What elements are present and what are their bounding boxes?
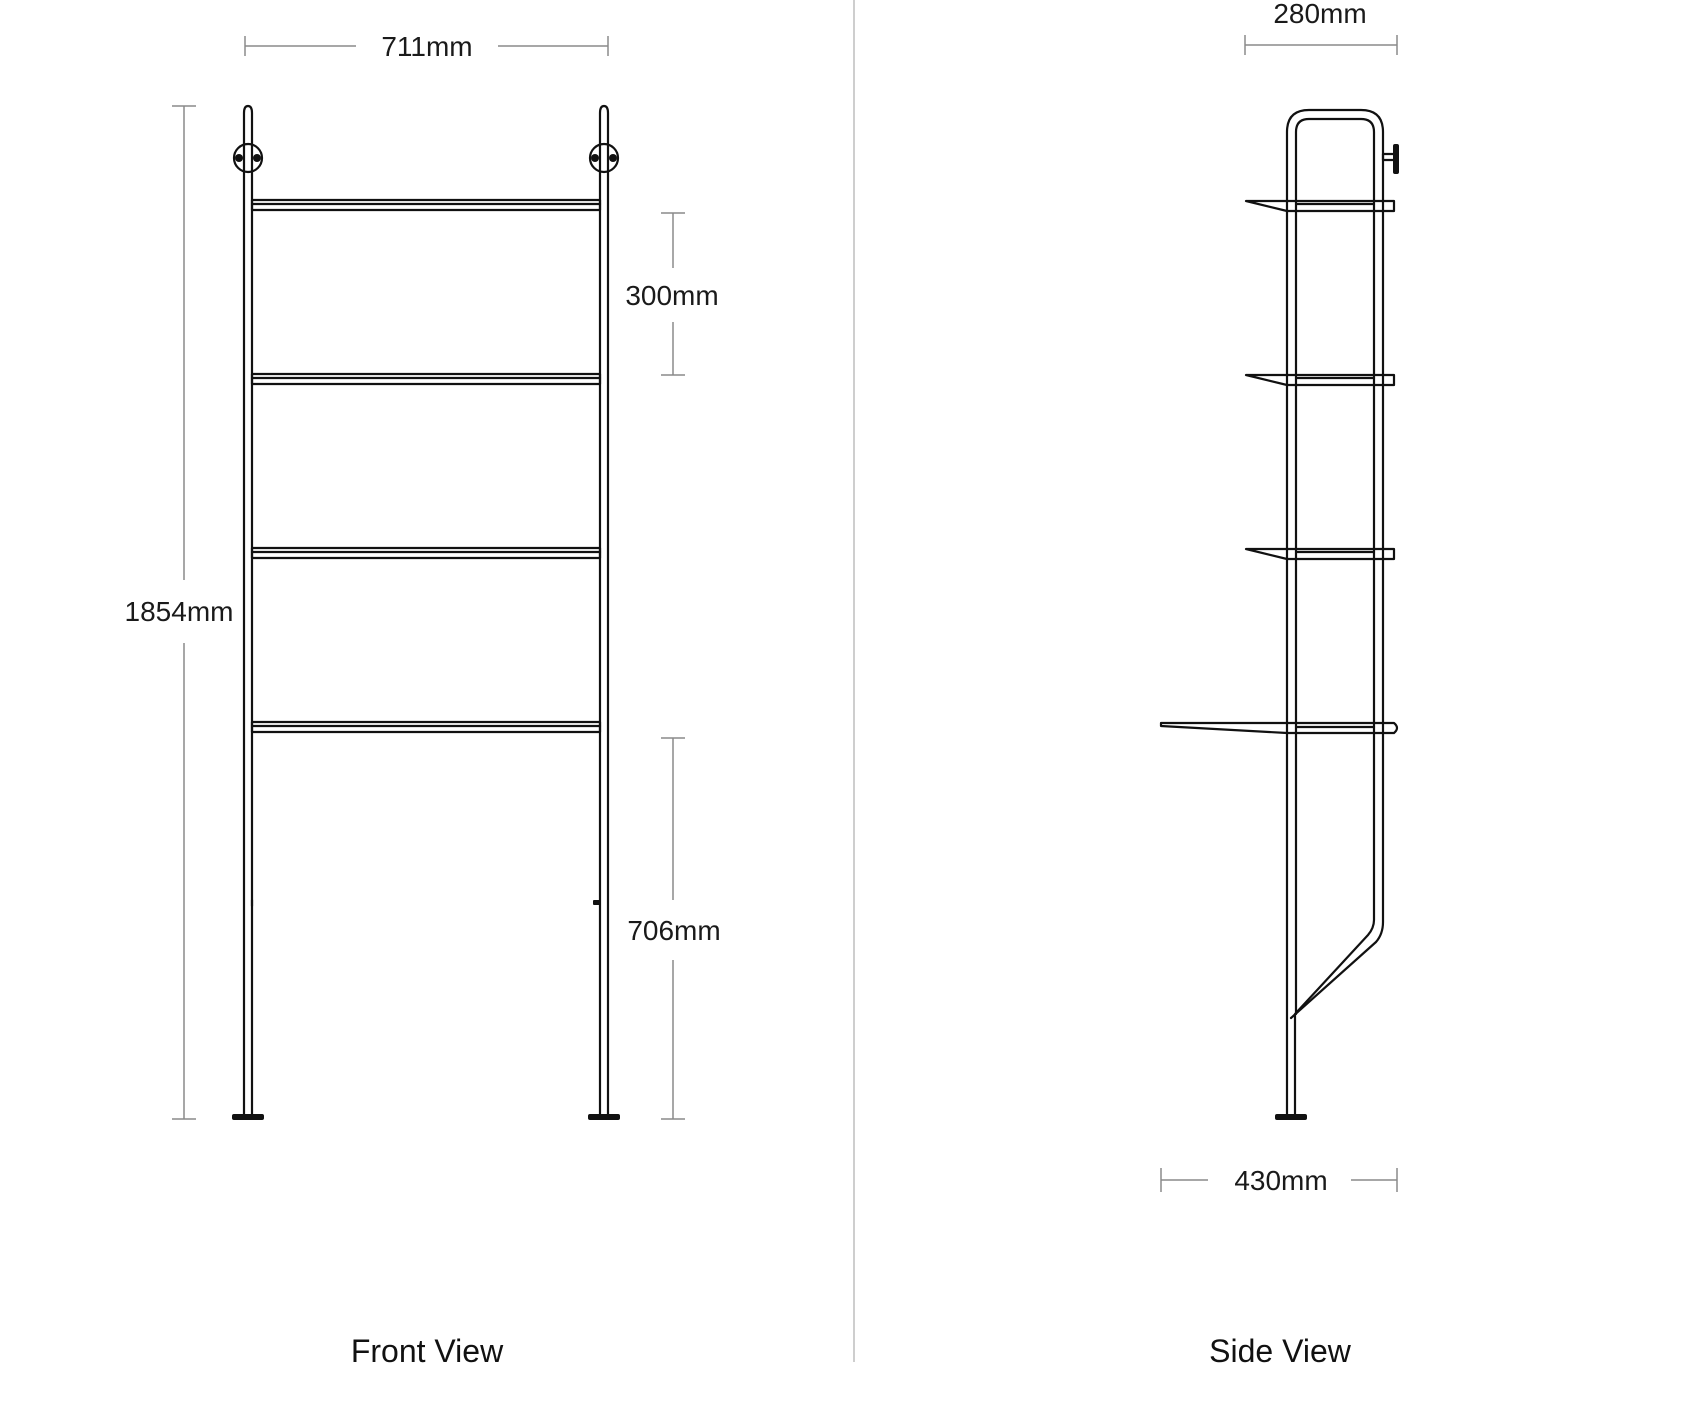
side-view	[1161, 0, 1399, 1369]
front-view	[125, 31, 721, 1369]
front-right-wall-bracket	[590, 144, 618, 172]
front-shelf-1	[252, 200, 600, 210]
side-shelf-4	[1161, 723, 1397, 733]
side-view-title: Side View	[1209, 1333, 1351, 1369]
shelf-spacing-dimension	[625, 213, 718, 375]
bottom-shelf-height-label: 706mm	[627, 915, 721, 946]
front-width-label: 711mm	[381, 31, 473, 62]
side-wall-bracket	[1383, 144, 1399, 174]
side-frame	[1275, 110, 1383, 1120]
front-left-wall-bracket	[234, 144, 262, 172]
front-shelf-3	[252, 548, 600, 558]
front-height-label: 1854mm	[124, 596, 234, 627]
side-top-depth-dimension	[1245, 0, 1397, 55]
side-shelf-1	[1246, 201, 1394, 211]
front-right-post	[588, 106, 620, 1120]
front-height-dimension	[125, 106, 234, 1119]
side-shelf-2	[1246, 375, 1394, 385]
side-top-depth-label: 280mm	[1273, 0, 1367, 29]
shelf-spacing-label: 300mm	[625, 280, 719, 311]
side-base-depth-dimension	[1161, 1165, 1397, 1196]
front-shelf-4	[252, 722, 600, 732]
front-view-title: Front View	[350, 1333, 504, 1369]
side-base-depth-label: 430mm	[1234, 1165, 1328, 1196]
side-shelf-3	[1246, 549, 1394, 559]
front-width-dimension	[245, 31, 608, 62]
bottom-shelf-height-dimension	[627, 738, 720, 1119]
front-left-post	[232, 106, 264, 1120]
front-shelf-2	[252, 374, 600, 384]
